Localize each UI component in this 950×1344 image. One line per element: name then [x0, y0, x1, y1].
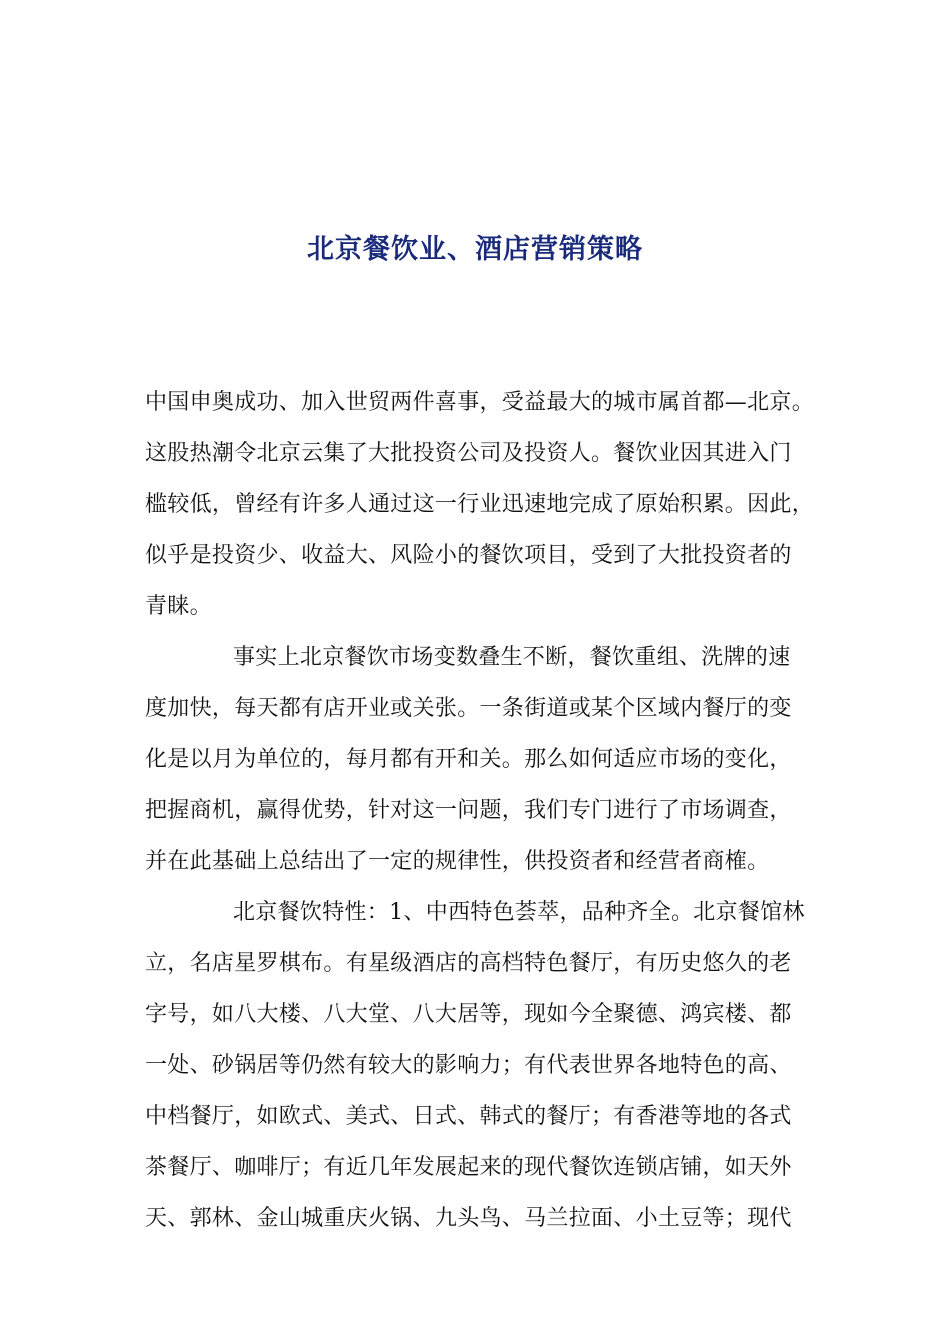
text-line: 字号，如八大楼、八大堂、八大居等，现如今全聚德、鸿宾楼、都: [145, 1002, 792, 1027]
text-line: 北京餐饮特性：1、中西特色荟萃，品种齐全。北京餐馆林: [233, 900, 805, 925]
text-line: 化是以月为单位的，每月都有开和关。那么如何适应市场的变化，: [145, 747, 792, 772]
text-line: 这股热潮令北京云集了大批投资公司及投资人。餐饮业因其进入门: [145, 441, 792, 466]
text-line: 一处、砂锅居等仍然有较大的影响力；有代表世界各地特色的高、: [145, 1053, 792, 1078]
text-line: 天、郭林、金山城重庆火锅、九头鸟、马兰拉面、小土豆等；现代: [145, 1206, 792, 1231]
document-title: 北京餐饮业、酒店营销策略: [307, 234, 643, 265]
text-line: 事实上北京餐饮市场变数叠生不断，餐饮重组、洗牌的速: [233, 645, 791, 670]
text-line: 槛较低，曾经有许多人通过这一行业迅速地完成了原始积累。因此，: [145, 492, 815, 517]
paragraph-3: [145, 887, 825, 1244]
text-line: 青睐。: [145, 594, 212, 619]
text-line: 并在此基础上总结出了一定的规律性，供投资者和经营者商榷。: [145, 849, 770, 874]
text-line: 立，名店星罗棋布。有星级酒店的高档特色餐厅，有历史悠久的老: [145, 951, 792, 976]
text-line: 似乎是投资少、收益大、风险小的餐饮项目，受到了大批投资者的: [145, 543, 792, 568]
paragraph-2: [145, 632, 825, 887]
paragraph-1: [145, 377, 825, 632]
text-line: 把握商机，赢得优势，针对这一问题，我们专门进行了市场调查，: [145, 798, 792, 823]
text-line: 中档餐厅，如欧式、美式、日式、韩式的餐厅；有香港等地的各式: [145, 1104, 792, 1129]
text-line: 中国申奥成功、加入世贸两件喜事，受益最大的城市属首都—北京。: [145, 390, 815, 415]
document-body: [145, 377, 825, 1244]
text-line: 度加快，每天都有店开业或关张。一条街道或某个区域内餐厅的变: [145, 696, 792, 721]
text-line: 茶餐厅、咖啡厅；有近几年发展起来的现代餐饮连锁店铺，如天外: [145, 1155, 792, 1180]
